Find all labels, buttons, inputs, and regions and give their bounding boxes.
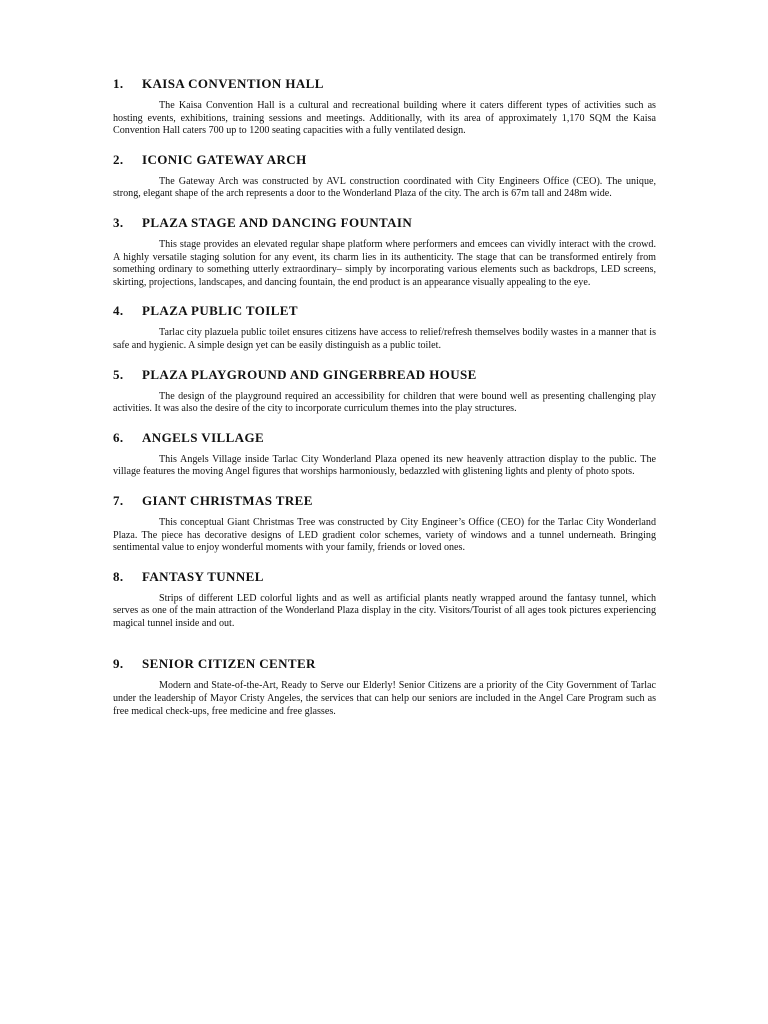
section-number: 6. — [113, 429, 124, 445]
section-heading — [113, 430, 656, 446]
section-title: SENIOR CITIZEN CENTER — [142, 656, 316, 672]
section-number: 5. — [113, 366, 124, 382]
section-fantasy-tunnel — [113, 569, 656, 631]
section-angels-village — [113, 430, 656, 479]
section-paragraph: Modern and State-of-the-Art, Ready to Serve our Elderly! Senior Citizens are a priority of the City Government of Tarlac under the leadership of Mayor Cristy Angeles, the services that can help our seniors are included in the Angel Care Program such as free medical check-ups, free medicine and free glasses. — [113, 680, 656, 717]
section-title: PLAZA PUBLIC TOILET — [142, 303, 298, 319]
section-heading — [113, 303, 656, 319]
section-title: GIANT CHRISTMAS TREE — [142, 492, 313, 508]
section-title: ANGELS VILLAGE — [142, 429, 265, 445]
section-paragraph: The design of the playground required an accessibility for children that were bound well as presenting challenging play activities. It was also the desire of the city to incorporate curriculum themes into the play structures. — [113, 390, 656, 415]
section-heading — [113, 493, 656, 509]
section-paragraph: The Kaisa Convention Hall is a cultural and recreational building where it caters different types of activities such as hosting events, exhibitions, training sessions and meetings. Additionally, with its area of approximately 1,170 SQM the Kaisa Convention Hall caters 700 up to 1200 seating capacities with a fully ventilated design. — [113, 100, 656, 137]
section-plaza-playground — [113, 367, 656, 416]
section-number: 8. — [113, 568, 124, 584]
section-title: ICONIC GATEWAY ARCH — [142, 151, 307, 167]
section-heading — [113, 656, 656, 672]
section-paragraph: This Angels Village inside Tarlac City Wonderland Plaza opened its new heavenly attraction display to the public. The village features the moving Angel figures that worships harmoniously, bedazzled with glistening lights and plenty of photo spots. — [113, 453, 656, 478]
section-title: PLAZA PLAYGROUND AND GINGERBREAD HOUSE — [142, 366, 477, 382]
section-number: 9. — [113, 656, 124, 672]
section-plaza-stage — [113, 215, 656, 289]
document-page — [113, 76, 656, 718]
section-title: KAISA CONVENTION HALL — [142, 76, 324, 91]
section-paragraph: This stage provides an elevated regular shape platform where performers and emcees can vividly interact with the crowd. A highly versatile staging solution for any event, its charm lies in its authenticity. The stage that can be transformed entirely from something ordinary to something utterly extraordinary– simply by incorporating various elements such as backdrops, LED screens, skirting, projections, landscapes, and dancing fountain, the end product is an appearance visually appealing to the eye. — [113, 238, 656, 288]
section-number: 3. — [113, 214, 124, 230]
section-giant-christmas-tree — [113, 493, 656, 555]
section-paragraph: This conceptual Giant Christmas Tree was constructed by City Engineer’s Office (CEO) for the Tarlac City Wonderland Plaza. The piece has decorative designs of LED gradient color schemes, variety of windows and a tunnel underneath. Bringing sentimental value to enjoy wonderful moments with your family, friends or loved ones. — [113, 516, 656, 554]
section-number: 4. — [113, 303, 124, 319]
section-paragraph: Strips of different LED colorful lights and as well as artificial plants neatly wrapped around the fantasy tunnel, which serves as one of the main attraction of the Wonderland Plaza display in the city. Visitors/Tourist of all ages took pictures experiencing magical tunnel inside and out. — [113, 592, 656, 629]
section-heading — [113, 215, 656, 231]
section-title: PLAZA STAGE AND DANCING FOUNTAIN — [142, 214, 413, 230]
section-paragraph: Tarlac city plazuela public toilet ensures citizens have access to relief/refresh themselves bodily wastes in a manner that is safe and hygienic. A simple design yet can be easily distinguish as a public toilet. — [113, 327, 656, 351]
section-title: FANTASY TUNNEL — [142, 568, 264, 584]
section-number: 7. — [113, 492, 124, 508]
section-paragraph: The Gateway Arch was constructed by AVL construction coordinated with City Engineers Office (CEO). The unique, strong, elegant shape of the arch represents a door to the Wonderland Plaza of the city. The arch is 67m tall and 248m wide. — [113, 175, 656, 200]
section-number: 1. — [113, 76, 124, 91]
section-plaza-public-toilet — [113, 303, 656, 352]
section-number: 2. — [113, 151, 124, 167]
section-iconic-gateway-arch — [113, 152, 656, 201]
section-senior-citizen-center — [113, 656, 656, 718]
section-kaisa-convention-hall — [113, 76, 656, 138]
section-heading — [113, 367, 656, 383]
section-heading — [113, 152, 656, 168]
section-heading — [113, 569, 656, 585]
section-heading — [113, 76, 656, 92]
